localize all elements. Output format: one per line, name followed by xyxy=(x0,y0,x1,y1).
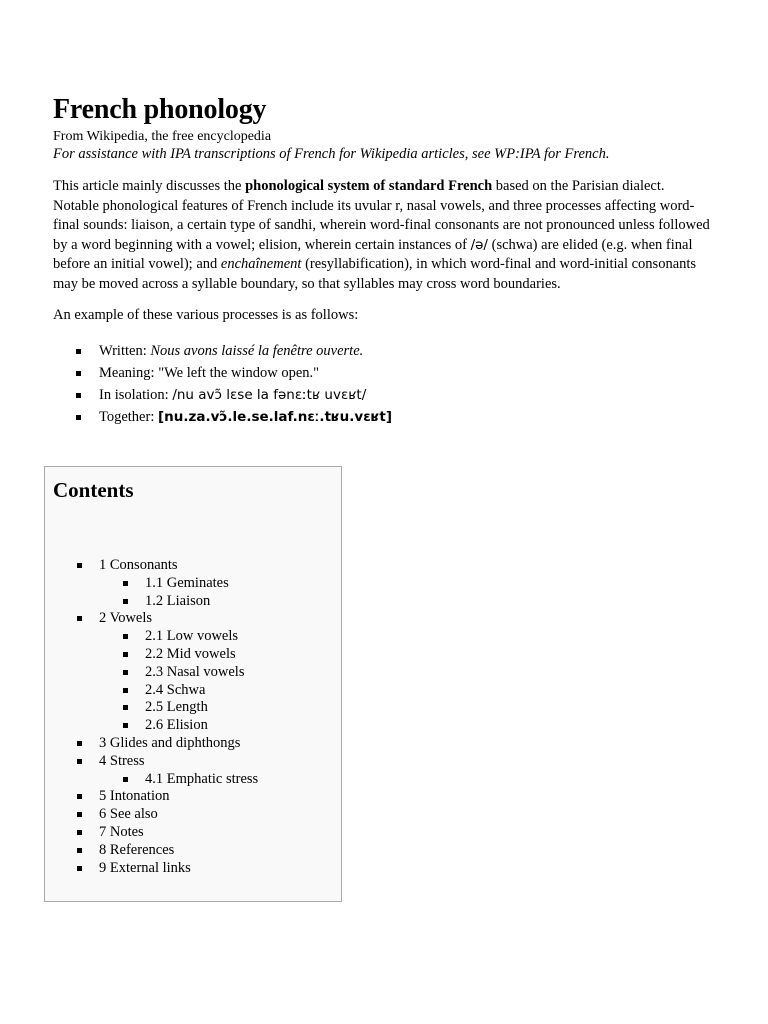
toc-link[interactable]: 1 Consonants xyxy=(99,557,178,573)
toc-item[interactable] xyxy=(45,806,341,824)
intro-text-b: based on the Parisian dialect. Notable phonological features of French include its uvular r, nasal vowels, and three processes affecting word-final sounds: liaison, a certain type of sandhi, wherein word-final consonants are not pronounced unless followed by a word beginning with a vowel; elision, wherein certain instances of xyxy=(53,178,710,253)
page-subtitle: From Wikipedia, the free encyclopedia xyxy=(53,129,272,144)
intro-text-d: (resyllabification), in which word-final and word-initial consonants may be moved across a syllable boundary, so that syllables may cross word boundaries. xyxy=(53,256,697,292)
list-item-meaning xyxy=(53,362,713,384)
intro-text-c: (schwa) are elided (e.g. when final before an initial vowel); and xyxy=(53,236,693,272)
hatnote[interactable]: For assistance with IPA transcriptions of French for Wikipedia articles, see WP:IPA for French. xyxy=(53,146,610,162)
toc-link[interactable]: 5 Intonation xyxy=(99,788,170,805)
toc-link[interactable]: 4 Stress xyxy=(99,752,145,769)
toc-link[interactable]: 2.1 Low vowels xyxy=(145,628,239,645)
example-label: In isolation: xyxy=(99,386,173,403)
toc-item[interactable] xyxy=(45,735,341,753)
example-value: "We left the window open." xyxy=(158,364,320,381)
intro-bold-term: phonological system of standard French xyxy=(245,178,493,194)
example-label: Written: xyxy=(99,342,151,359)
toc-link[interactable]: 9 External links xyxy=(99,859,191,876)
toc-item[interactable] xyxy=(45,771,341,789)
intro-paragraph xyxy=(53,177,713,294)
toc-list xyxy=(45,557,341,877)
page-title: French phonology xyxy=(53,94,267,125)
list-item-isolation xyxy=(53,384,713,406)
list-item-together xyxy=(53,406,713,428)
example-list xyxy=(53,340,713,428)
toc-item[interactable] xyxy=(45,699,341,717)
article-body xyxy=(53,92,713,428)
example-intro-paragraph: An example of these various processes is as follows: xyxy=(53,307,359,323)
toc-link[interactable]: 2 Vowels xyxy=(99,610,153,627)
toc-item[interactable] xyxy=(45,628,341,646)
toc-link[interactable]: 2.5 Length xyxy=(145,699,208,716)
toc-link[interactable]: 6 See also xyxy=(99,806,158,823)
toc-item[interactable] xyxy=(45,593,341,611)
toc-link[interactable]: 7 Notes xyxy=(99,823,144,840)
toc-item[interactable] xyxy=(45,824,341,842)
toc-item[interactable] xyxy=(45,575,341,593)
example-label: Meaning: xyxy=(99,364,159,381)
toc-item[interactable] xyxy=(45,646,341,664)
toc-link[interactable]: 2.6 Elision xyxy=(145,717,208,734)
toc-item[interactable] xyxy=(45,682,341,700)
intro-text-a: This article mainly discusses the xyxy=(53,178,246,194)
toc-link[interactable]: 2.3 Nasal vowels xyxy=(145,663,245,680)
intro-italic-term: enchaînement xyxy=(220,256,302,272)
toc-item[interactable] xyxy=(45,610,341,628)
toc-item[interactable] xyxy=(45,842,341,860)
schwa-ipa[interactable]: /ə/ xyxy=(470,236,488,253)
example-ipa[interactable]: /nu avɔ̃ lɛse la fənɛːtʁ uvɛʁt/ xyxy=(172,386,367,403)
toc-item[interactable] xyxy=(45,788,341,806)
toc-link[interactable]: 8 References xyxy=(99,841,175,858)
toc-link[interactable]: 1.2 Liaison xyxy=(145,592,211,609)
example-ipa[interactable]: [nu.za.vɔ̃.le.se.laf.nɛː.tʁu.vɛʁt] xyxy=(157,408,393,425)
toc-item[interactable] xyxy=(45,717,341,735)
table-of-contents xyxy=(44,466,342,902)
toc-item[interactable] xyxy=(45,557,341,575)
toc-title: Contents xyxy=(53,478,134,502)
list-item-written xyxy=(53,340,713,362)
example-value: Nous avons laissé la fenêtre ouverte. xyxy=(150,342,364,359)
toc-link[interactable]: 2.2 Mid vowels xyxy=(145,645,236,662)
toc-item[interactable] xyxy=(45,664,341,682)
toc-link[interactable]: 3 Glides and diphthongs xyxy=(99,734,241,751)
example-label: Together: xyxy=(99,408,158,425)
toc-link[interactable]: 4.1 Emphatic stress xyxy=(145,770,259,787)
toc-item[interactable] xyxy=(45,860,341,878)
toc-item[interactable] xyxy=(45,753,341,771)
toc-link[interactable]: 1.1 Geminates xyxy=(145,574,229,591)
toc-link[interactable]: 2.4 Schwa xyxy=(145,681,206,698)
